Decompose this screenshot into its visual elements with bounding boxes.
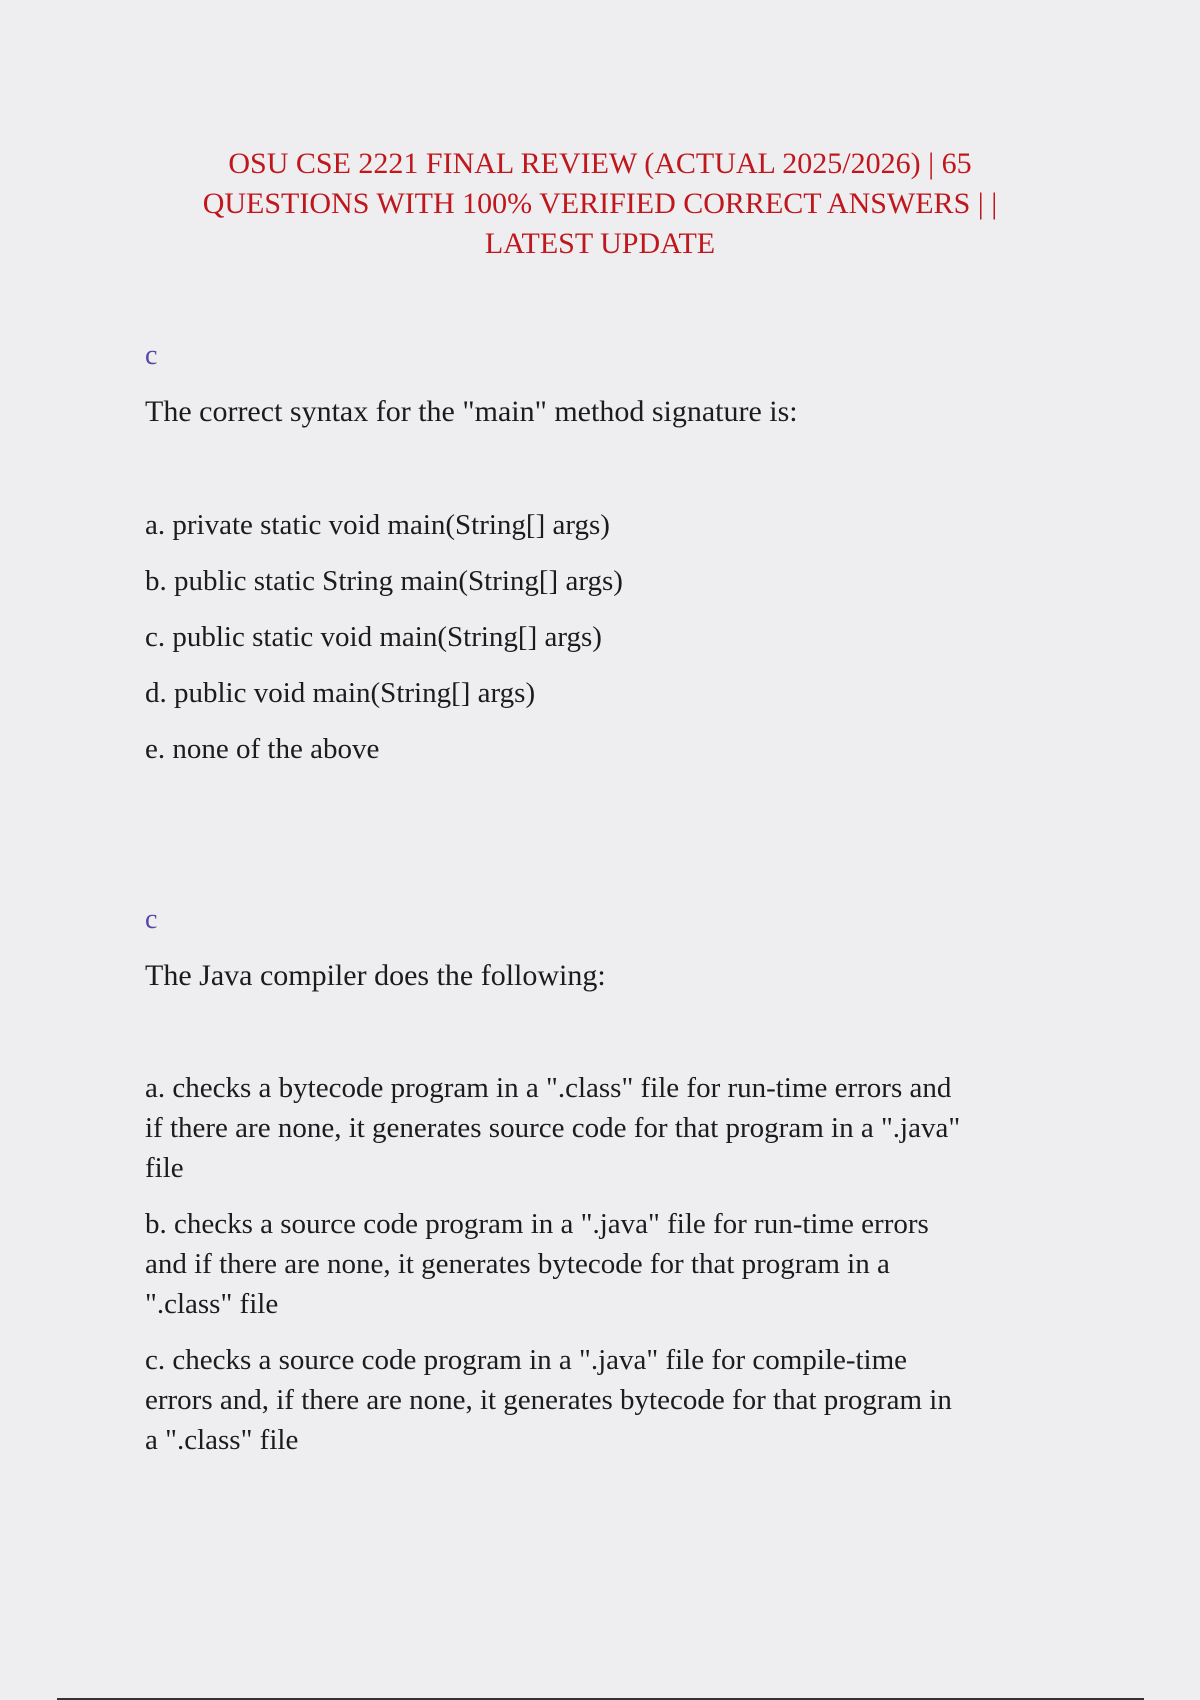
question-2-option-b-line-2: and if there are none, it generates bytecode for that program in a (145, 1248, 890, 1280)
title-line-3: LATEST UPDATE (484, 227, 716, 260)
question-2-option-a-line-3: file (145, 1152, 184, 1184)
question-2-option-c-line-3: a ".class" file (145, 1424, 299, 1456)
question-1-option-a: a. private static void main(String[] args) (145, 509, 610, 541)
question-1-option-c: c. public static void main(String[] args) (145, 621, 602, 653)
question-1-option-b: b. public static String main(String[] args) (145, 565, 623, 597)
question-2-option-a (145, 1068, 1075, 1188)
question-2-prompt: The Java compiler does the following: (145, 959, 606, 992)
title-line-1: OSU CSE 2221 FINAL REVIEW (ACTUAL 2025/2026) | 65 (228, 147, 972, 180)
question-2-answer: c (145, 904, 158, 935)
question-2-options (145, 1068, 1075, 1476)
question-2-option-c-line-1: c. checks a source code program in a ".java" file for compile-time (145, 1344, 908, 1376)
question-2-option-a-line-2: if there are none, it generates source code for that program in a ".java" (145, 1112, 961, 1144)
question-1-option-e: e. none of the above (145, 733, 380, 765)
question-2-option-a-line-1: a. checks a bytecode program in a ".class" file for run-time errors and (145, 1072, 952, 1104)
question-1-prompt: The correct syntax for the "main" method signature is: (145, 395, 798, 428)
question-2-option-b-line-3: ".class" file (145, 1288, 279, 1320)
title-line-2: QUESTIONS WITH 100% VERIFIED CORRECT ANSWERS | | (202, 187, 998, 220)
question-2-option-c-line-2: errors and, if there are none, it generates bytecode for that program in (145, 1384, 952, 1416)
question-1-option-d: d. public void main(String[] args) (145, 677, 536, 709)
document-title (120, 144, 1080, 264)
question-2-option-b (145, 1204, 1075, 1324)
question-2-option-c (145, 1340, 1075, 1460)
question-1-answer: c (145, 340, 158, 371)
question-2-option-b-line-1: b. checks a source code program in a ".java" file for run-time errors (145, 1208, 929, 1240)
question-1-options (145, 505, 1075, 785)
